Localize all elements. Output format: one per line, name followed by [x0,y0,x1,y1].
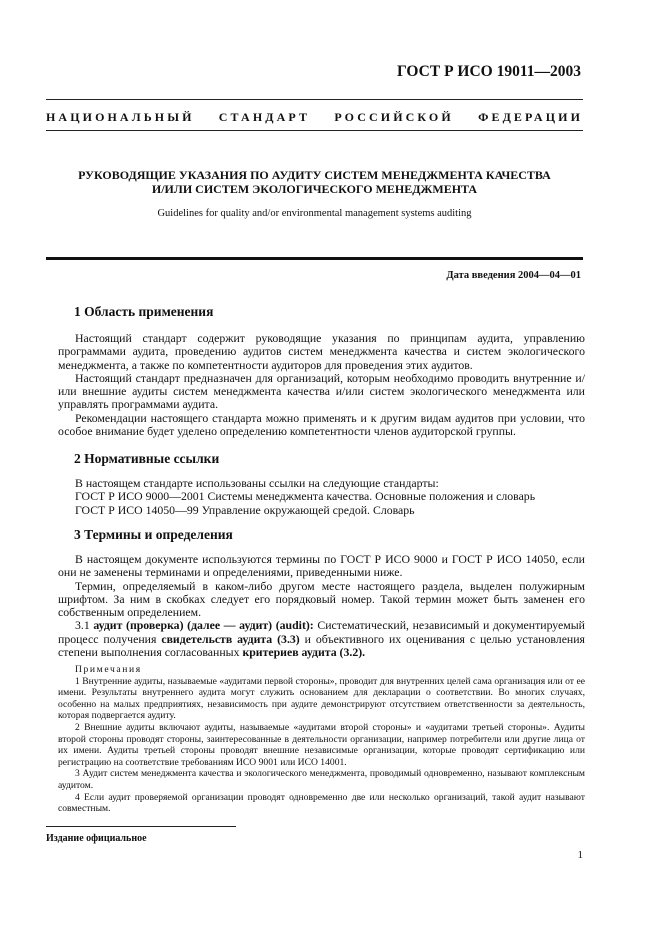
national-standard-banner: НАЦИОНАЛЬНЫЙ СТАНДАРТ РОССИЙСКОЙ ФЕДЕРАЦИИ [46,110,583,124]
page-number: 1 [577,849,583,861]
section-3-body [58,553,585,659]
paragraph: В настоящем документе используются термины по ГОСТ Р ИСО 9000 и ГОСТ Р ИСО 14050, если они не заменены терминами и определениями, приведенными ниже. [58,552,585,580]
section-2-body [58,477,585,517]
footer-rule [46,826,236,827]
note: 3 Аудит систем менеджмента качества и экологического менеджмента, проводимый одновременно, называют комплексным аудитом. [58,768,585,791]
top-rule [46,99,583,100]
title-rule [46,257,583,260]
banner-rule [46,130,583,131]
term-reference: свидетельств аудита (3.3) [161,631,300,646]
note: 1 Внутренние аудиты, называемые «аудитами первой стороны», проводит для внутренних целей сама организация или от ее имени. Результаты внутреннего аудита могут служить основанием для декларации о соответствии. Во многих случаях, особенно на малых предприятиях, независимость при аудите демонстрируют отсутствием ответственности за деятельность, которая подвергается аудиту. [58,675,585,722]
term-text: и объективного их оценивания с целью установления степени выполнения согласованных [58,631,585,660]
paragraph: Настоящий стандарт содержит руководящие указания по принципам аудита, управлению программами аудита, проведению аудитов систем менеджмента качества и систем экологического менеджмента, а также по компетентности аудиторов для проведения этих аудитов. [58,331,585,372]
reference-item: ГОСТ Р ИСО 14050—99 Управление окружающей средой. Словарь [75,502,415,517]
document-title [46,168,583,196]
term-name: аудит (проверка) (далее — аудит) (audit): [93,618,314,633]
paragraph: Настоящий стандарт предназначен для организаций, которым необходимо проводить внутренние и/или внешние аудиты систем менеджмента качества и/или систем экологического менеджмента или управлять программами аудита. [58,370,585,412]
reference-item: ГОСТ Р ИСО 9000—2001 Системы менеджмента качества. Основные положения и словарь [75,489,536,504]
paragraph: В настоящем стандарте использованы ссылки на следующие стандарты: [75,476,439,490]
note: 4 Если аудит проверяемой организации проводят одновременно две или несколько организаций, такой аудит называют совместным. [58,791,585,815]
term-definition [58,619,585,659]
section-1-heading: 1 Область применения [74,304,214,319]
paragraph: Термин, определяемый в каком-либо другом месте настоящего раздела, выделен полужирным шрифтом. За ним в скобках следует его порядковый номер. Такой термин может быть заменен его собственным определением. [58,578,585,620]
note: 2 Внешние аудиты включают аудиты, называемые «аудитами второй стороны» и «аудитами третьей стороны». Аудиты второй стороны проводят стороны, заинтересованные в деятельности организации, например потребители или другие лица от их имени. Аудиты третьей стороны проводят внешние независимые организации, которые проводят сертификацию или регистрацию на соответствие требованиям ИСО 9001 или ИСО 14001. [58,721,585,768]
notes [58,664,585,815]
introduction-date: Дата введения 2004—04—01 [446,270,581,281]
document-id: ГОСТ Р ИСО 19011—2003 [396,63,581,80]
section-2-heading: 2 Нормативные ссылки [74,451,220,466]
section-3-heading: 3 Термины и определения [74,527,233,542]
title-line-1: РУКОВОДЯЩИЕ УКАЗАНИЯ ПО АУДИТУ СИСТЕМ МЕНЕДЖМЕНТА КАЧЕСТВА [78,168,551,182]
term-number: 3.1 [75,618,94,633]
official-edition-label: Издание официальное [46,833,147,844]
notes-heading: Примечания [75,664,142,675]
section-1-body [58,332,585,438]
title-line-2: И/ИЛИ СИСТЕМ ЭКОЛОГИЧЕСКОГО МЕНЕДЖМЕНТА [151,182,478,196]
term-text: Систематический, независимый и документируемый процесс получения [58,618,585,646]
term-reference: критериев аудита (3.2). [242,645,366,660]
paragraph: Рекомендации настоящего стандарта можно применять и к другим видам аудитов при условии, что особое внимание будет уделено определению компетентности членов аудиторской группы. [58,410,585,439]
english-title: Guidelines for quality and/or environmental management systems auditing [157,208,472,219]
